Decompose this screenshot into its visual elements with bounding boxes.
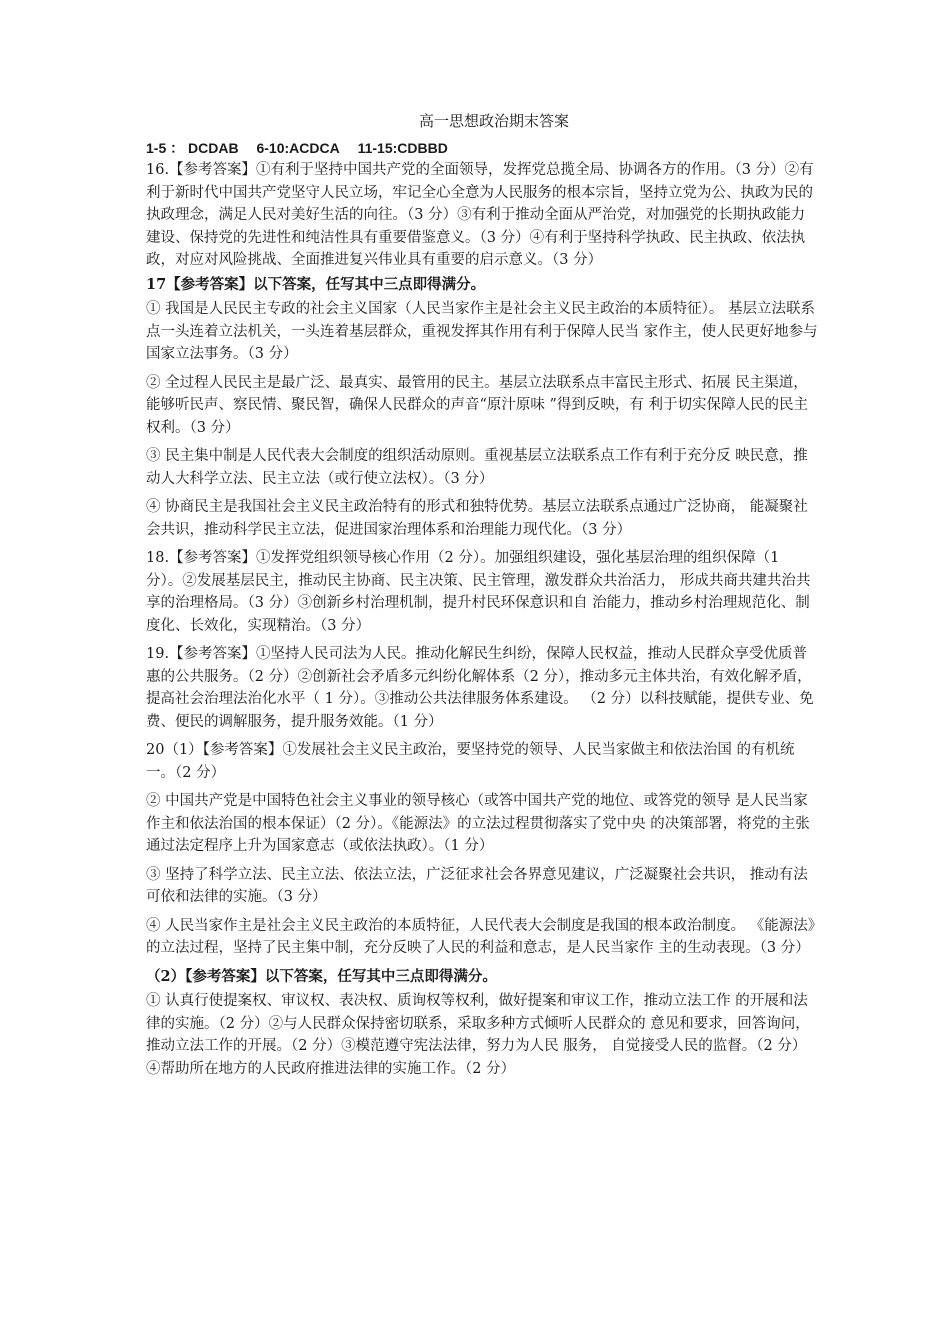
q18-answer: 18.【参考答案】①发挥党组织领导核心作用（2 分）。加强组织建设，强化基层治理的组织保障（1 分）。②发展基层民主，推动民主协商、民主决策、民主管理，激发群众共治活力， 形成共商共建共治共享的治理格局。（3 分）③创新乡村治理机制，提升村民环保意识和自 治能力，推动乡村治理规范化、制度化、长效化，实现精治。（3 分） <box>146 550 811 634</box>
q17-point-4: ④ 协商民主是我国社会主义民主政治特有的形式和独特优势。基层立法联系点通过广泛协商， 能凝聚社会共识，推动科学民主立法，促进国家治理体系和治理能力现代化。（3 分） <box>146 499 808 538</box>
q20-1-point-2: ② 中国共产党是中国特色社会主义事业的领导核心（或答中国共产党的地位、或答党的领导 是人民当家作主和依法治国的根本保证）（2 分）。《能源法》的立法过程贯彻落实了党中央 的决策部署，将党的主张通过法定程序上升为国家意志（或依法执政）。（1 分） <box>146 793 810 854</box>
q17-point-1: ① 我国是人民民主专政的社会主义国家（人民当家作主是社会主义民主政治的本质特征）。 基层立法联系点一头连着立法机关，一头连着基层群众，重视发挥其作用有利于保障人民当 家作主，使人民更好地参与国家立法事务。（3 分） <box>146 301 818 362</box>
q19-answer: 19.【参考答案】①坚持人民司法为人民。推动化解民生纠纷，保障人民权益，推动人民群众享受优质普惠的公共服务。（2 分）②创新社会矛盾多元纠纷化解体系（2 分），推动多元主体共治，有效化解矛盾，提高社会治理法治化水平（ 1 分）。③推动公共法律服务体系建设。 （2 分）以科技赋能，提供专业、免费、便民的调解服务，提升服务效能。（1 分） <box>146 646 814 730</box>
multiple-choice-answers <box>146 137 818 160</box>
q16-answer: 16.【参考答案】①有利于坚持中国共产党的全面领导，发挥党总揽全局、协调各方的作用。（3 分）②有利于新时代中国共产党坚守人民立场，牢记全心全意为人民服务的根本宗旨，坚持立党为公、执政为民的执政理念，满足人民对美好生活的向往。（3 分）③有利于推动全面从严治党，对加强党的长期执政能力建设、保持党的先进性和纯洁性具有重要借鉴意义。（3 分）④有利于坚持科学执政、民主执政、依法执政，对应对风险挑战、全面推进复兴伟业具有重要的启示意义。（3 分） <box>146 162 814 268</box>
document-title: 高一思想政治期末答案 <box>418 112 569 130</box>
q17-point-3: ③ 民主集中制是人民代表大会制度的组织活动原则。重视基层立法联系点工作有利于充分反 映民意，推动人大科学立法、民主立法（或行使立法权）。（3 分） <box>146 448 808 487</box>
q20-2-answer: ① 认真行使提案权、审议权、表决权、质询权等权利，做好提案和审议工作，推动立法工作 的开展和法律的实施。（2 分）②与人民群众保持密切联系，采取多种方式倾听人民群众的 意见和要求，回答询问，推动立法工作的开展。（2 分）③模范遵守宪法法律，努力为人民 服务， 自觉接受人民的监督。（2 分）④帮助所在地方的人民政府推进法律的实施工作。（2 分） <box>146 993 810 1077</box>
q20-1-point-1: 20（1）【参考答案】①发展社会主义民主政治，要坚持党的领导、人民当家做主和依法治国 的有机统一。（2 分） <box>146 742 795 781</box>
q20-1-point-4: ④ 人民当家作主是社会主义民主政治的本质特征，人民代表大会制度是我国的根本政治制度。 《能源法》的立法过程，坚持了民主集中制，充分反映了人民的利益和意志，是人民当家作 主的生动表现。（3 分） <box>146 917 815 956</box>
mc-answers-6-10: 6-10:ACDCA <box>256 139 340 156</box>
mc-answers-1-5: 1-5 ： DCDAB <box>146 139 239 156</box>
q20-2-header: （2）【参考答案】以下答案，任写其中三点即得满分。 <box>146 967 497 985</box>
q17-header: 17【参考答案】以下答案，任写其中三点即得满分。 <box>146 275 486 293</box>
q17-point-2: ② 全过程人民民主是最广泛、最真实、最管用的民主。基层立法联系点丰富民主形式、拓展 民主渠道，能够听民声、察民情、聚民智，确保人民群众的声音“原汁原味 ”得到反映，有 利于切实保障人民的民主权利。（3 分） <box>146 374 809 436</box>
q20-1-point-3: ③ 坚持了科学立法、民主立法、依法立法，广泛征求社会各界意见建议，广泛凝聚社会共识， 推动有法可依和法律的实施。（3 分） <box>146 866 808 905</box>
mc-answers-11-15: 11-15:CDBBD <box>357 139 448 156</box>
answer-document <box>146 110 818 1086</box>
